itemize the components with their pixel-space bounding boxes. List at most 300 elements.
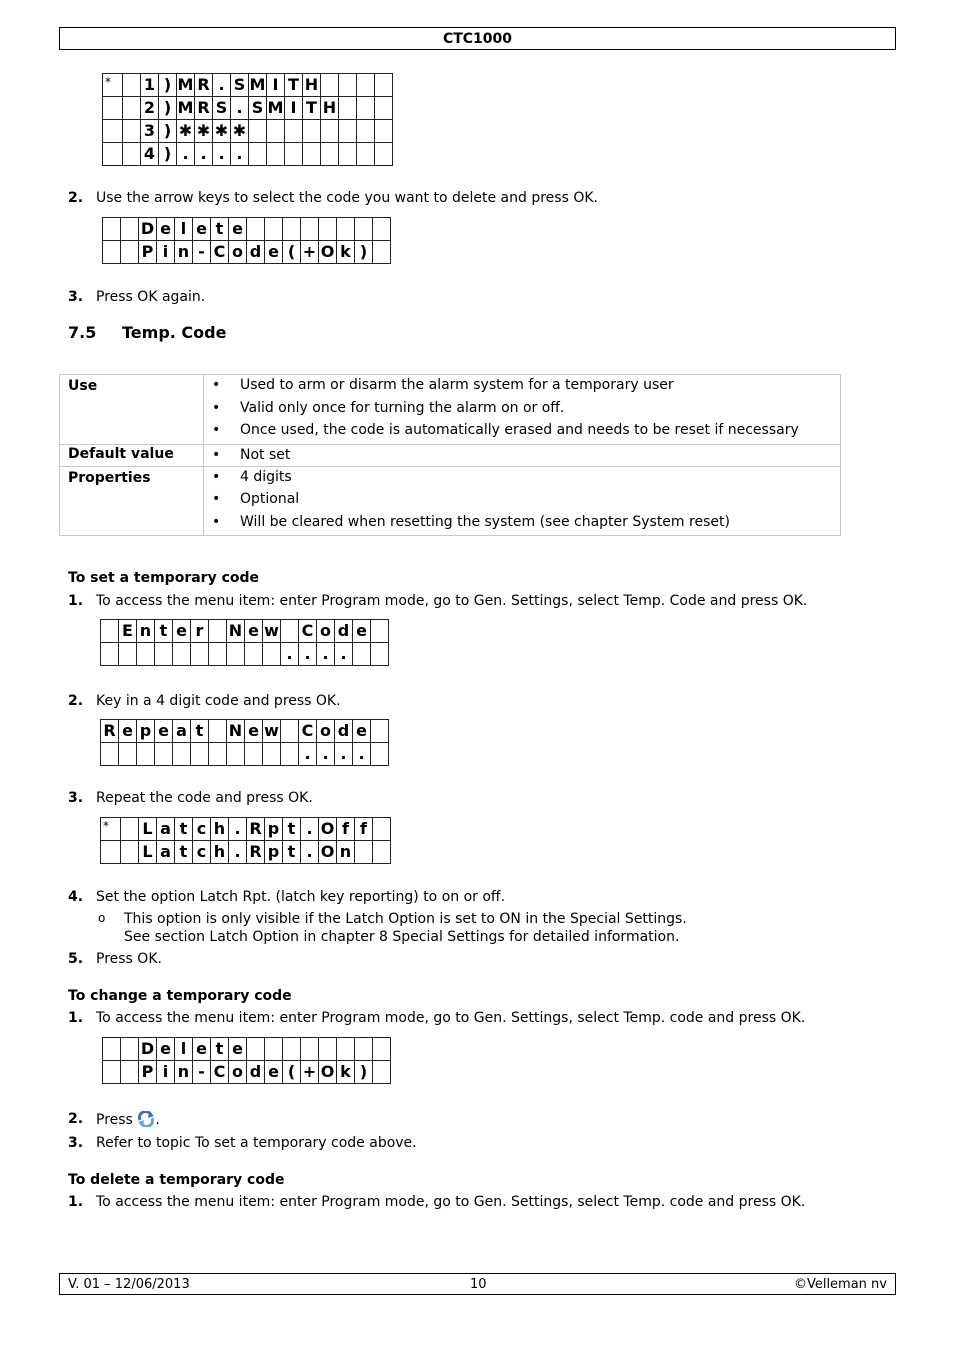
step-text: To access the menu item: enter Program mode, go to Gen. Settings, select Temp. code and press OK. bbox=[96, 1194, 806, 1210]
lcd-cell: . bbox=[231, 97, 249, 120]
lcd-cell: a bbox=[157, 818, 175, 841]
lcd-cell bbox=[355, 1038, 373, 1061]
lcd-row bbox=[103, 143, 393, 166]
lcd-cell: - bbox=[193, 1061, 211, 1084]
lcd-cell: O bbox=[319, 241, 337, 264]
lcd-cell bbox=[209, 720, 227, 743]
step-text: Use the arrow keys to select the code you want to delete and press OK. bbox=[96, 190, 598, 206]
lcd-cell: D bbox=[139, 218, 157, 241]
lcd-cell: 3 bbox=[141, 120, 159, 143]
lcd-cell: . bbox=[335, 643, 353, 666]
lcd-cell bbox=[355, 218, 373, 241]
lcd-row bbox=[101, 841, 391, 864]
lcd-cell bbox=[103, 120, 123, 143]
lcd-cell: T bbox=[285, 74, 303, 97]
step-number: 2. bbox=[68, 190, 84, 206]
page-footer bbox=[59, 1273, 896, 1295]
lcd-cell: . bbox=[335, 743, 353, 766]
lcd-cell bbox=[103, 1061, 121, 1084]
lcd-cell: ) bbox=[159, 97, 177, 120]
lcd-cell: . bbox=[353, 743, 371, 766]
lcd-cell bbox=[123, 143, 141, 166]
lcd-cell bbox=[103, 218, 121, 241]
lcd-cell bbox=[121, 218, 139, 241]
footer-version: V. 01 – 12/06/2013 bbox=[68, 1277, 190, 1292]
lcd-cell: e bbox=[229, 218, 247, 241]
step-number: 5. bbox=[68, 951, 84, 967]
lcd-cell: k bbox=[337, 1061, 355, 1084]
lcd-cell: ) bbox=[159, 74, 177, 97]
lcd-row bbox=[103, 1038, 391, 1061]
step-number: 3. bbox=[68, 1135, 84, 1151]
lcd-cell: 1 bbox=[141, 74, 159, 97]
lcd-cell: - bbox=[193, 241, 211, 264]
lcd-row bbox=[103, 1061, 391, 1084]
lcd-cell bbox=[337, 218, 355, 241]
step-number: 1. bbox=[68, 593, 84, 609]
lcd-cell: k bbox=[337, 241, 355, 264]
lcd-cell bbox=[173, 743, 191, 766]
lcd-cell bbox=[263, 743, 281, 766]
lcd-cell: . bbox=[213, 143, 231, 166]
step-text: Set the option Latch Rpt. (latch key reporting) to on or off. bbox=[96, 889, 506, 905]
lcd-cell: ) bbox=[355, 1061, 373, 1084]
footer-page-number: 10 bbox=[470, 1277, 487, 1292]
lcd-cell: e bbox=[245, 620, 263, 643]
lcd-cell bbox=[373, 241, 391, 264]
lcd-cell: e bbox=[229, 1038, 247, 1061]
lcd-row bbox=[103, 120, 393, 143]
lcd-display-user-list bbox=[102, 73, 393, 166]
lcd-cell: e bbox=[155, 720, 173, 743]
lcd-cell: d bbox=[247, 241, 265, 264]
lcd-cell: T bbox=[303, 97, 321, 120]
lcd-cell: . bbox=[229, 818, 247, 841]
step-text-pre: Press bbox=[96, 1112, 133, 1128]
lcd-cell: o bbox=[229, 1061, 247, 1084]
page-header bbox=[59, 27, 896, 50]
lcd-cell bbox=[103, 1038, 121, 1061]
lcd-cell bbox=[249, 143, 267, 166]
list-item: • Valid only once for turning the alarm on or off. bbox=[204, 399, 840, 422]
lcd-cell bbox=[375, 120, 393, 143]
list-item: • Will be cleared when resetting the system (see chapter System reset) bbox=[204, 513, 840, 536]
lcd-row bbox=[103, 97, 393, 120]
lcd-cell bbox=[373, 218, 391, 241]
step-text bbox=[96, 1111, 160, 1128]
lcd-cell: ) bbox=[159, 120, 177, 143]
step-number: 1. bbox=[68, 1010, 84, 1026]
lcd-cell: p bbox=[137, 720, 155, 743]
lcd-cell bbox=[281, 743, 299, 766]
step-text: To access the menu item: enter Program mode, go to Gen. Settings, select Temp. Code and press OK. bbox=[96, 593, 808, 609]
lcd-cell bbox=[101, 743, 119, 766]
lcd-cell bbox=[227, 643, 245, 666]
lcd-cell: R bbox=[195, 97, 213, 120]
step-text: Press OK again. bbox=[96, 289, 206, 305]
lcd-cell: . bbox=[317, 743, 335, 766]
lcd-cell: . bbox=[195, 143, 213, 166]
lcd-cell: o bbox=[317, 620, 335, 643]
step-number: 3. bbox=[68, 289, 84, 305]
lcd-cell: I bbox=[267, 74, 285, 97]
lcd-cell: t bbox=[175, 818, 193, 841]
lcd-cell bbox=[301, 218, 319, 241]
lcd-display-repeat-new-code bbox=[100, 719, 389, 766]
lcd-cell: + bbox=[301, 1061, 319, 1084]
step-text: Repeat the code and press OK. bbox=[96, 790, 313, 806]
lcd-cell: e bbox=[173, 620, 191, 643]
lcd-cell bbox=[321, 74, 339, 97]
lcd-cell: c bbox=[193, 841, 211, 864]
lcd-cell bbox=[173, 643, 191, 666]
lcd-cell: t bbox=[211, 1038, 229, 1061]
lcd-cell: p bbox=[265, 818, 283, 841]
lcd-cell bbox=[283, 1038, 301, 1061]
lcd-cell bbox=[371, 643, 389, 666]
lcd-cell: O bbox=[319, 841, 337, 864]
lcd-cell bbox=[103, 97, 123, 120]
step-number: 3. bbox=[68, 790, 84, 806]
lcd-cell: R bbox=[247, 841, 265, 864]
lcd-cell: w bbox=[263, 620, 281, 643]
lcd-cell bbox=[103, 143, 123, 166]
lcd-cell: e bbox=[157, 218, 175, 241]
lcd-cell bbox=[247, 218, 265, 241]
lcd-cell: . bbox=[281, 643, 299, 666]
lcd-cell: . bbox=[229, 841, 247, 864]
lcd-cell bbox=[301, 1038, 319, 1061]
lcd-cell: P bbox=[139, 1061, 157, 1084]
note-text: See section Latch Option in chapter 8 Special Settings for detailed information. bbox=[124, 929, 680, 945]
lcd-cell: P bbox=[139, 241, 157, 264]
lcd-cell bbox=[321, 143, 339, 166]
lcd-cell: ) bbox=[355, 241, 373, 264]
step-number: 2. bbox=[68, 693, 84, 709]
lcd-cell bbox=[371, 620, 389, 643]
lcd-cell: . bbox=[177, 143, 195, 166]
lcd-cell bbox=[285, 120, 303, 143]
lcd-cell: p bbox=[265, 841, 283, 864]
lcd-cell: . bbox=[299, 643, 317, 666]
lcd-cell: R bbox=[247, 818, 265, 841]
lcd-cell: h bbox=[211, 841, 229, 864]
lcd-cell bbox=[303, 120, 321, 143]
lcd-cell: n bbox=[175, 1061, 193, 1084]
lcd-cell bbox=[373, 1038, 391, 1061]
lcd-cell bbox=[375, 143, 393, 166]
lcd-cell: I bbox=[285, 97, 303, 120]
lcd-cell bbox=[121, 1061, 139, 1084]
lcd-cell: e bbox=[245, 720, 263, 743]
lcd-cell bbox=[357, 143, 375, 166]
lcd-cell bbox=[245, 643, 263, 666]
lcd-cell: L bbox=[139, 818, 157, 841]
table-cell bbox=[204, 375, 841, 445]
lcd-cell: . bbox=[301, 818, 319, 841]
lcd-cell: ✱ bbox=[177, 120, 195, 143]
lcd-cell: e bbox=[119, 720, 137, 743]
lcd-cell: a bbox=[157, 841, 175, 864]
lcd-cell bbox=[209, 620, 227, 643]
lcd-cell: e bbox=[265, 241, 283, 264]
lcd-cell: S bbox=[249, 97, 267, 120]
lcd-cell: i bbox=[157, 241, 175, 264]
lcd-cell bbox=[119, 643, 137, 666]
lcd-cell: * bbox=[103, 74, 123, 97]
lcd-cell: n bbox=[337, 841, 355, 864]
lcd-cell bbox=[371, 743, 389, 766]
lcd-cell: t bbox=[155, 620, 173, 643]
lcd-cell bbox=[101, 620, 119, 643]
list-item: • Optional bbox=[204, 490, 840, 513]
lcd-cell: M bbox=[249, 74, 267, 97]
lcd-cell: c bbox=[193, 818, 211, 841]
table-label: Default value bbox=[60, 444, 204, 466]
lcd-cell: t bbox=[211, 218, 229, 241]
lcd-cell bbox=[209, 743, 227, 766]
lcd-cell: L bbox=[139, 841, 157, 864]
lcd-cell bbox=[339, 143, 357, 166]
lcd-cell: * bbox=[101, 818, 121, 841]
lcd-cell: h bbox=[211, 818, 229, 841]
lcd-cell bbox=[103, 241, 121, 264]
lcd-cell bbox=[265, 1038, 283, 1061]
lcd-cell bbox=[123, 74, 141, 97]
lcd-display-enter-new-code bbox=[100, 619, 389, 666]
lcd-cell: e bbox=[193, 218, 211, 241]
table-label: Properties bbox=[60, 466, 204, 536]
lcd-cell: ( bbox=[283, 241, 301, 264]
step-text: Refer to topic To set a temporary code above. bbox=[96, 1135, 417, 1151]
lcd-row bbox=[101, 720, 389, 743]
lcd-row bbox=[101, 643, 389, 666]
lcd-cell: ✱ bbox=[195, 120, 213, 143]
lcd-cell bbox=[283, 218, 301, 241]
lcd-cell: 4 bbox=[141, 143, 159, 166]
lcd-cell bbox=[375, 97, 393, 120]
lcd-cell: H bbox=[303, 74, 321, 97]
lcd-cell bbox=[267, 143, 285, 166]
lcd-cell: e bbox=[353, 620, 371, 643]
sub-bullet: o bbox=[98, 911, 106, 925]
lcd-cell: R bbox=[101, 720, 119, 743]
lcd-row bbox=[101, 743, 389, 766]
lcd-cell: r bbox=[191, 620, 209, 643]
lcd-cell: i bbox=[157, 1061, 175, 1084]
step-text: Press OK. bbox=[96, 951, 162, 967]
lcd-cell: n bbox=[175, 241, 193, 264]
lcd-cell bbox=[247, 1038, 265, 1061]
step-number: 1. bbox=[68, 1194, 84, 1210]
footer-copyright: ©Velleman nv bbox=[793, 1277, 887, 1292]
lcd-cell bbox=[209, 643, 227, 666]
lcd-cell bbox=[121, 841, 139, 864]
lcd-cell: e bbox=[157, 1038, 175, 1061]
lcd-display-delete-pin bbox=[102, 1037, 391, 1084]
step-number: 2. bbox=[68, 1111, 84, 1127]
lcd-cell: . bbox=[299, 743, 317, 766]
lcd-cell bbox=[123, 97, 141, 120]
lcd-cell bbox=[121, 241, 139, 264]
lcd-cell: t bbox=[175, 841, 193, 864]
table-row bbox=[60, 444, 841, 466]
lcd-cell bbox=[155, 743, 173, 766]
lcd-row bbox=[103, 218, 391, 241]
lcd-cell: O bbox=[319, 818, 337, 841]
lcd-cell: ( bbox=[283, 1061, 301, 1084]
lcd-cell: f bbox=[337, 818, 355, 841]
lcd-cell: . bbox=[213, 74, 231, 97]
lcd-cell bbox=[357, 74, 375, 97]
lcd-cell: . bbox=[301, 841, 319, 864]
list-item: • 4 digits bbox=[204, 468, 840, 491]
lcd-cell: N bbox=[227, 620, 245, 643]
lcd-cell bbox=[137, 743, 155, 766]
lcd-cell: N bbox=[227, 720, 245, 743]
lcd-cell: o bbox=[229, 241, 247, 264]
lcd-cell: E bbox=[119, 620, 137, 643]
list-item: • Used to arm or disarm the alarm system for a temporary user bbox=[204, 376, 840, 399]
lcd-cell bbox=[191, 643, 209, 666]
lcd-cell: M bbox=[177, 97, 195, 120]
refresh-icon bbox=[137, 1111, 155, 1127]
lcd-cell: S bbox=[231, 74, 249, 97]
lcd-cell bbox=[249, 120, 267, 143]
lcd-cell bbox=[245, 743, 263, 766]
lcd-cell: l bbox=[175, 1038, 193, 1061]
section-title: Temp. Code bbox=[122, 323, 227, 342]
note-text: This option is only visible if the Latch Option is set to ON in the Special Settings. bbox=[124, 911, 687, 927]
lcd-cell: ✱ bbox=[213, 120, 231, 143]
lcd-cell: . bbox=[317, 643, 335, 666]
lcd-cell bbox=[281, 720, 299, 743]
lcd-cell bbox=[357, 120, 375, 143]
lcd-cell bbox=[373, 841, 391, 864]
lcd-cell: C bbox=[299, 620, 317, 643]
lcd-cell bbox=[321, 120, 339, 143]
lcd-cell bbox=[123, 120, 141, 143]
lcd-cell: C bbox=[299, 720, 317, 743]
lcd-cell bbox=[101, 841, 121, 864]
lcd-cell: n bbox=[137, 620, 155, 643]
lcd-cell bbox=[357, 97, 375, 120]
lcd-cell: e bbox=[193, 1038, 211, 1061]
lcd-cell bbox=[155, 643, 173, 666]
list-item: • Not set bbox=[204, 446, 840, 466]
lcd-cell bbox=[339, 120, 357, 143]
lcd-cell: D bbox=[139, 1038, 157, 1061]
lcd-cell bbox=[267, 120, 285, 143]
lcd-cell bbox=[121, 1038, 139, 1061]
lcd-cell: C bbox=[211, 1061, 229, 1084]
subheading-change: To change a temporary code bbox=[68, 988, 292, 1004]
lcd-cell bbox=[263, 643, 281, 666]
lcd-cell bbox=[373, 1061, 391, 1084]
lcd-cell bbox=[303, 143, 321, 166]
lcd-cell: H bbox=[321, 97, 339, 120]
lcd-cell bbox=[281, 620, 299, 643]
table-label: Use bbox=[60, 375, 204, 445]
properties-table bbox=[59, 374, 841, 536]
lcd-cell: S bbox=[213, 97, 231, 120]
lcd-cell: e bbox=[353, 720, 371, 743]
lcd-cell: + bbox=[301, 241, 319, 264]
lcd-cell: M bbox=[267, 97, 285, 120]
lcd-display-delete-pin bbox=[102, 217, 391, 264]
table-cell bbox=[204, 444, 841, 466]
lcd-row bbox=[101, 818, 391, 841]
step-number: 4. bbox=[68, 889, 84, 905]
table-row bbox=[60, 375, 841, 445]
lcd-cell: a bbox=[173, 720, 191, 743]
lcd-cell bbox=[265, 218, 283, 241]
lcd-cell: t bbox=[283, 818, 301, 841]
lcd-cell bbox=[375, 74, 393, 97]
lcd-cell bbox=[101, 643, 119, 666]
lcd-cell bbox=[137, 643, 155, 666]
lcd-cell bbox=[319, 218, 337, 241]
lcd-row bbox=[101, 620, 389, 643]
lcd-cell: f bbox=[355, 818, 373, 841]
lcd-row bbox=[103, 74, 393, 97]
lcd-cell bbox=[353, 643, 371, 666]
subheading-set: To set a temporary code bbox=[68, 570, 260, 586]
lcd-cell bbox=[373, 818, 391, 841]
lcd-cell bbox=[355, 841, 373, 864]
lcd-cell: M bbox=[177, 74, 195, 97]
subheading-delete: To delete a temporary code bbox=[68, 1172, 285, 1188]
lcd-cell: l bbox=[175, 218, 193, 241]
list-item: • Once used, the code is automatically erased and needs to be reset if necessary bbox=[204, 421, 840, 444]
lcd-cell: d bbox=[247, 1061, 265, 1084]
step-text-post: . bbox=[155, 1112, 160, 1128]
section-number: 7.5 bbox=[68, 323, 97, 342]
lcd-cell: d bbox=[335, 620, 353, 643]
lcd-cell bbox=[319, 1038, 337, 1061]
step-text: To access the menu item: enter Program mode, go to Gen. Settings, select Temp. code and press OK. bbox=[96, 1010, 806, 1026]
lcd-cell: d bbox=[335, 720, 353, 743]
lcd-cell bbox=[121, 818, 139, 841]
lcd-cell: e bbox=[265, 1061, 283, 1084]
lcd-cell bbox=[191, 743, 209, 766]
lcd-cell: ✱ bbox=[231, 120, 249, 143]
lcd-cell bbox=[337, 1038, 355, 1061]
lcd-cell bbox=[371, 720, 389, 743]
lcd-cell: o bbox=[317, 720, 335, 743]
lcd-row bbox=[103, 241, 391, 264]
lcd-cell: O bbox=[319, 1061, 337, 1084]
lcd-cell bbox=[227, 743, 245, 766]
lcd-cell: t bbox=[283, 841, 301, 864]
lcd-display-latch-rpt bbox=[100, 817, 391, 864]
lcd-cell: w bbox=[263, 720, 281, 743]
lcd-cell: C bbox=[211, 241, 229, 264]
lcd-cell: t bbox=[191, 720, 209, 743]
lcd-cell bbox=[339, 97, 357, 120]
table-cell bbox=[204, 466, 841, 536]
step-text: Key in a 4 digit code and press OK. bbox=[96, 693, 341, 709]
lcd-cell bbox=[339, 74, 357, 97]
lcd-cell bbox=[119, 743, 137, 766]
lcd-cell bbox=[285, 143, 303, 166]
lcd-cell: 2 bbox=[141, 97, 159, 120]
lcd-cell: ) bbox=[159, 143, 177, 166]
header-title: CTC1000 bbox=[442, 31, 513, 47]
lcd-cell: R bbox=[195, 74, 213, 97]
table-row bbox=[60, 466, 841, 536]
lcd-cell: . bbox=[231, 143, 249, 166]
